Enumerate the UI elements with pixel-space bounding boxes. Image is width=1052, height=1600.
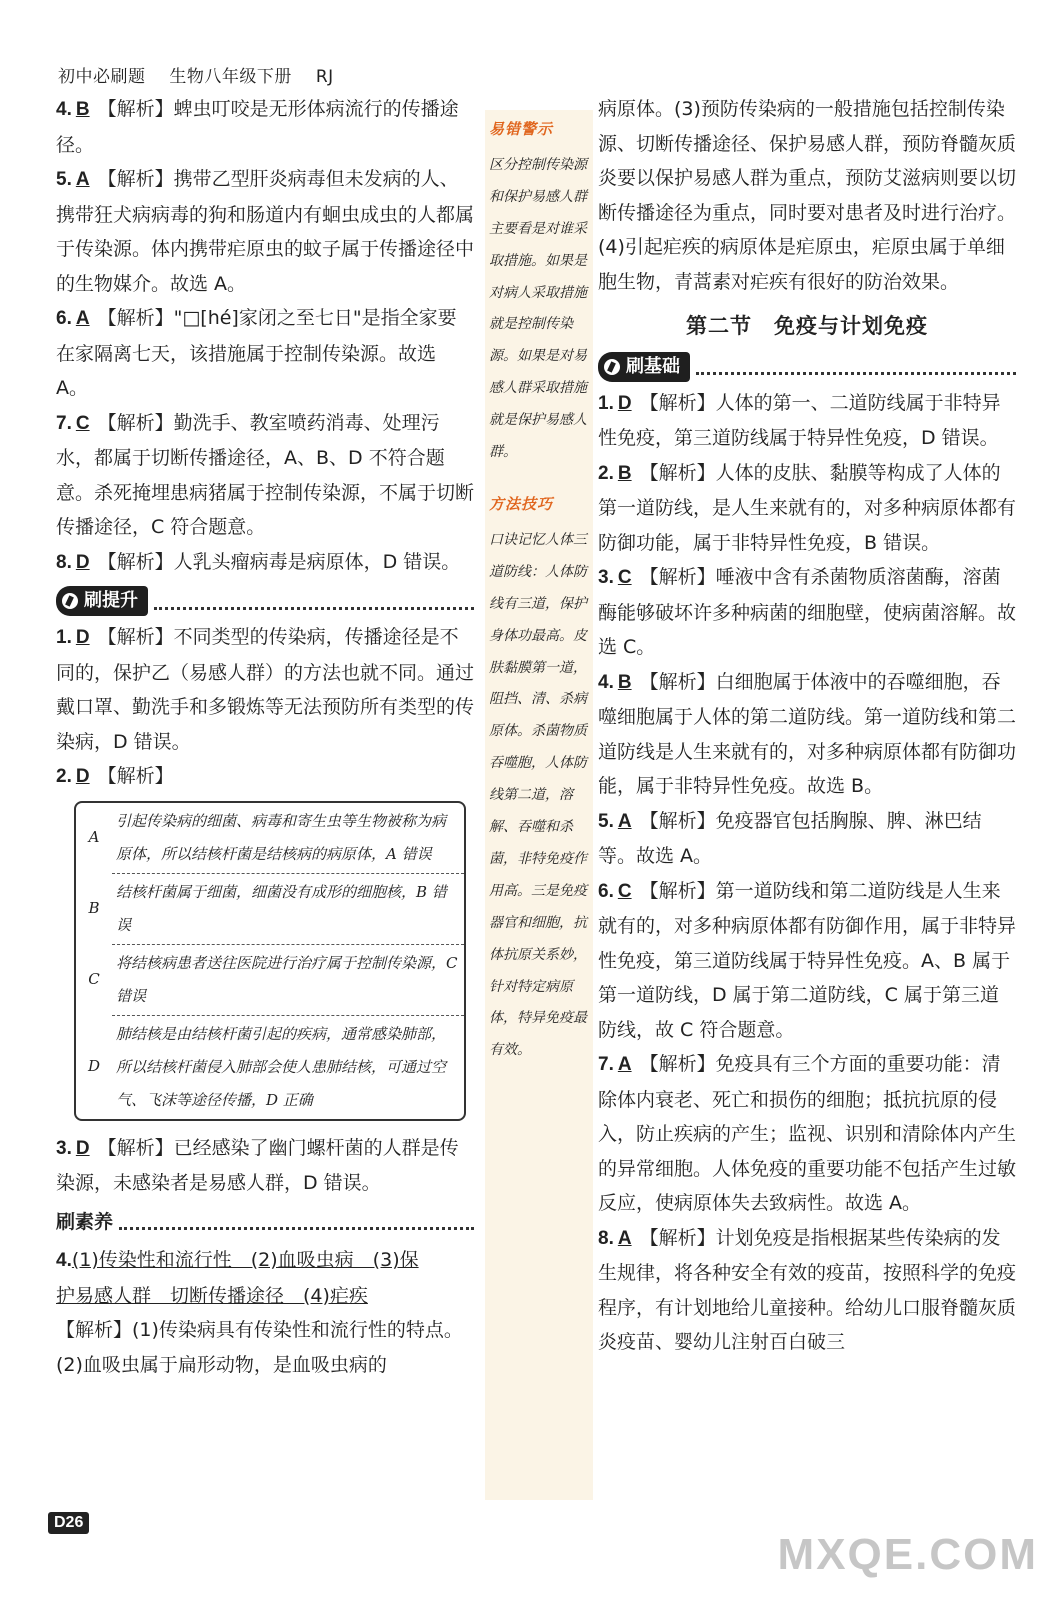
left-column — [56, 92, 474, 1382]
section-heading — [56, 586, 474, 616]
section-badge: 刷基础 — [598, 352, 690, 382]
tips-sidebar — [485, 110, 593, 1500]
page-header — [58, 62, 352, 87]
dotted-divider — [696, 358, 1016, 375]
answer-item: 5. A 【解析】免疫器官包括胸腺、脾、淋巴结等。故选 A。 — [598, 809, 982, 867]
table-row: A 引起传染病的细菌、病毒和寄生虫等生物被称为病原体，所以结核杆菌是结核病的病原体，A 错误 — [88, 811, 447, 863]
answer-item: 5. A 【解析】携带乙型肝炎病毒但未发病的人、携带狂犬病病毒的狗和肠道内有蛔虫成虫的人都属于传染源。体内携带疟原虫的蚊子属于传播途径中的生物媒介。故选 A。 — [56, 168, 475, 295]
tip-text: 区分控制传染源和保护易感人群主要看是对谁采取措施。如果是对病人采取措施就是控制传染源。如果是对易感人群采取措施就是保护易感人群。 — [489, 156, 587, 461]
analysis-table — [74, 801, 466, 1121]
right-column — [598, 92, 1016, 1360]
table-row: B 结核杆菌属于细菌，细菌没有成形的细胞核，B 错误 — [76, 873, 464, 944]
series-title: 初中必刷题 — [58, 67, 146, 87]
answer-item: 7. C 【解析】勤洗手、教室喷药消毒、处理污水，都属于切断传播途径，A、B、D 不符合题意。杀死掩埋患病猪属于控制传染源，不属于切断传播途径，C 符合题意。 — [56, 411, 475, 538]
page-number: D26 — [48, 1512, 89, 1534]
tip-title: 方法技巧 — [489, 494, 554, 513]
answer-item: 8. D 【解析】人乳头瘤病毒是病原体，D 错误。 — [56, 550, 461, 573]
answer-item: 1. D 【解析】不同类型的传染病，传播途径是不同的，保护乙（易感人群）的方法也就不同。通过戴口罩、勤洗手和多锻炼等无法预防所有类型的传染病，D 错误。 — [56, 626, 475, 753]
tip-text: 口诀记忆人体三道防线：人体防线有三道，保护身体功最高。皮肤黏膜第一道，阻挡、清、杀病原体。杀菌物质吞噬胞，人体防线第二道，溶解、吞噬和杀菌，非特免疫作用高。三是免疫器官和细胞，抗体抗原关系妙，针对特定病原体，特异免疫最有效。 — [489, 531, 587, 1059]
answer-item: 6. A 【解析】"□[hé]家闭之至七日"是指全家要在家隔离七天，该措施属于控制传染源。故选 A。 — [56, 307, 457, 399]
pencil-icon — [604, 359, 620, 375]
dotted-divider — [154, 593, 474, 610]
subject-title: 生物八年级下册 — [169, 67, 292, 87]
section-heading — [598, 352, 1016, 382]
table-row: D 肺结核是由结核杆菌引起的疾病，通常感染肺部，所以结核杆菌侵入肺部会使人患肺结核，可通过空气、飞沫等途径传播，D 正确 — [76, 1015, 464, 1119]
answer-item: 7. A 【解析】免疫具有三个方面的重要功能：清除体内衰老、死亡和损伤的细胞；抵抗抗原的侵入，防止疾病的产生；监视、识别和清除体内产生的异常细胞。人体免疫的重要功能不包括产生过敏反应，使病原体失去致病性。故选 A。 — [598, 1053, 1017, 1214]
answer-item: 4. B 【解析】蜱虫叮咬是无形体病流行的传播途径。 — [56, 98, 459, 156]
answer-item: 4.(1)传染性和流行性 (2)血吸虫病 (3)保 护易感人群 切断传播途径 (4)疟疾 【解析】(1)传染病具有传染性和流行性的特点。(2)血吸虫属于扁形动物，是血吸虫病的 — [56, 1249, 463, 1376]
answer-item: 1. D 【解析】人体的第一、二道防线属于非特异性免疫，第三道防线属于特异性免疫，D 错误。 — [598, 391, 1001, 449]
continued-text: 病原体。(3)预防传染病的一般措施包括控制传染源、切断传播途径、保护易感人群，预防脊髓灰质炎要以保护易感人群为重点，预防艾滋病则要以切断传播途径为重点，同时要对患者及时进行治疗。(4)引起疟疾的病原体是疟原虫，疟原虫属于单细胞生物，青蒿素对疟疾有很好的防治效果。 — [598, 98, 1017, 293]
watermark: MXQE.COM — [777, 1530, 1038, 1579]
tip-title: 易错警示 — [489, 120, 554, 138]
pencil-icon — [62, 593, 78, 609]
section-heading: 刷素养 — [56, 1205, 474, 1240]
answer-item: 4. B 【解析】白细胞属于体液中的吞噬细胞，吞噬细胞属于人体的第二道防线。第一道防线和第二道防线是人生来就有的，对多种病原体都有防御功能，属于非特异性免疫。故选 B。 — [598, 670, 1017, 797]
chapter-title: 第二节 免疫与计划免疫 — [686, 314, 928, 338]
answer-item: 6. C 【解析】第一道防线和第二道防线是人生来就有的，对多种病原体都有防御作用，属于非特异性免疫，第三道防线属于特异性免疫。A、B 属于第一道防线，D 属于第二道防线，C 属于第三道防线，故 C 符合题意。 — [598, 879, 1017, 1041]
answer-item: 2. D 【解析】 — [56, 765, 174, 787]
answer-item: 3. C 【解析】唾液中含有杀菌物质溶菌酶，溶菌酶能够破坏许多种病菌的细胞壁，使病菌溶解。故选 C。 — [598, 566, 1017, 658]
table-row: C 将结核病患者送往医院进行治疗属于控制传染源，C 错误 — [76, 944, 464, 1015]
answer-item: 2. B 【解析】人体的皮肤、黏膜等构成了人体的第一道防线，是人生来就有的，对多种病原体都有防御功能，属于非特异性免疫，B 错误。 — [598, 461, 1017, 554]
dotted-divider — [119, 1213, 474, 1230]
answer-item: 8. A 【解析】计划免疫是指根据某些传染病的发生规律，将各种安全有效的疫苗，按照科学的免疫程序，有计划地给儿童接种。给幼儿口服脊髓灰质炎疫苗、婴幼儿注射百白破三 — [598, 1226, 1017, 1353]
answer-item: 3. D 【解析】已经感染了幽门螺杆菌的人群是传染源，未感染者是易感人群，D 错误。 — [56, 1136, 459, 1194]
section-badge: 刷提升 — [56, 586, 148, 616]
edition-label: RJ — [315, 67, 334, 87]
